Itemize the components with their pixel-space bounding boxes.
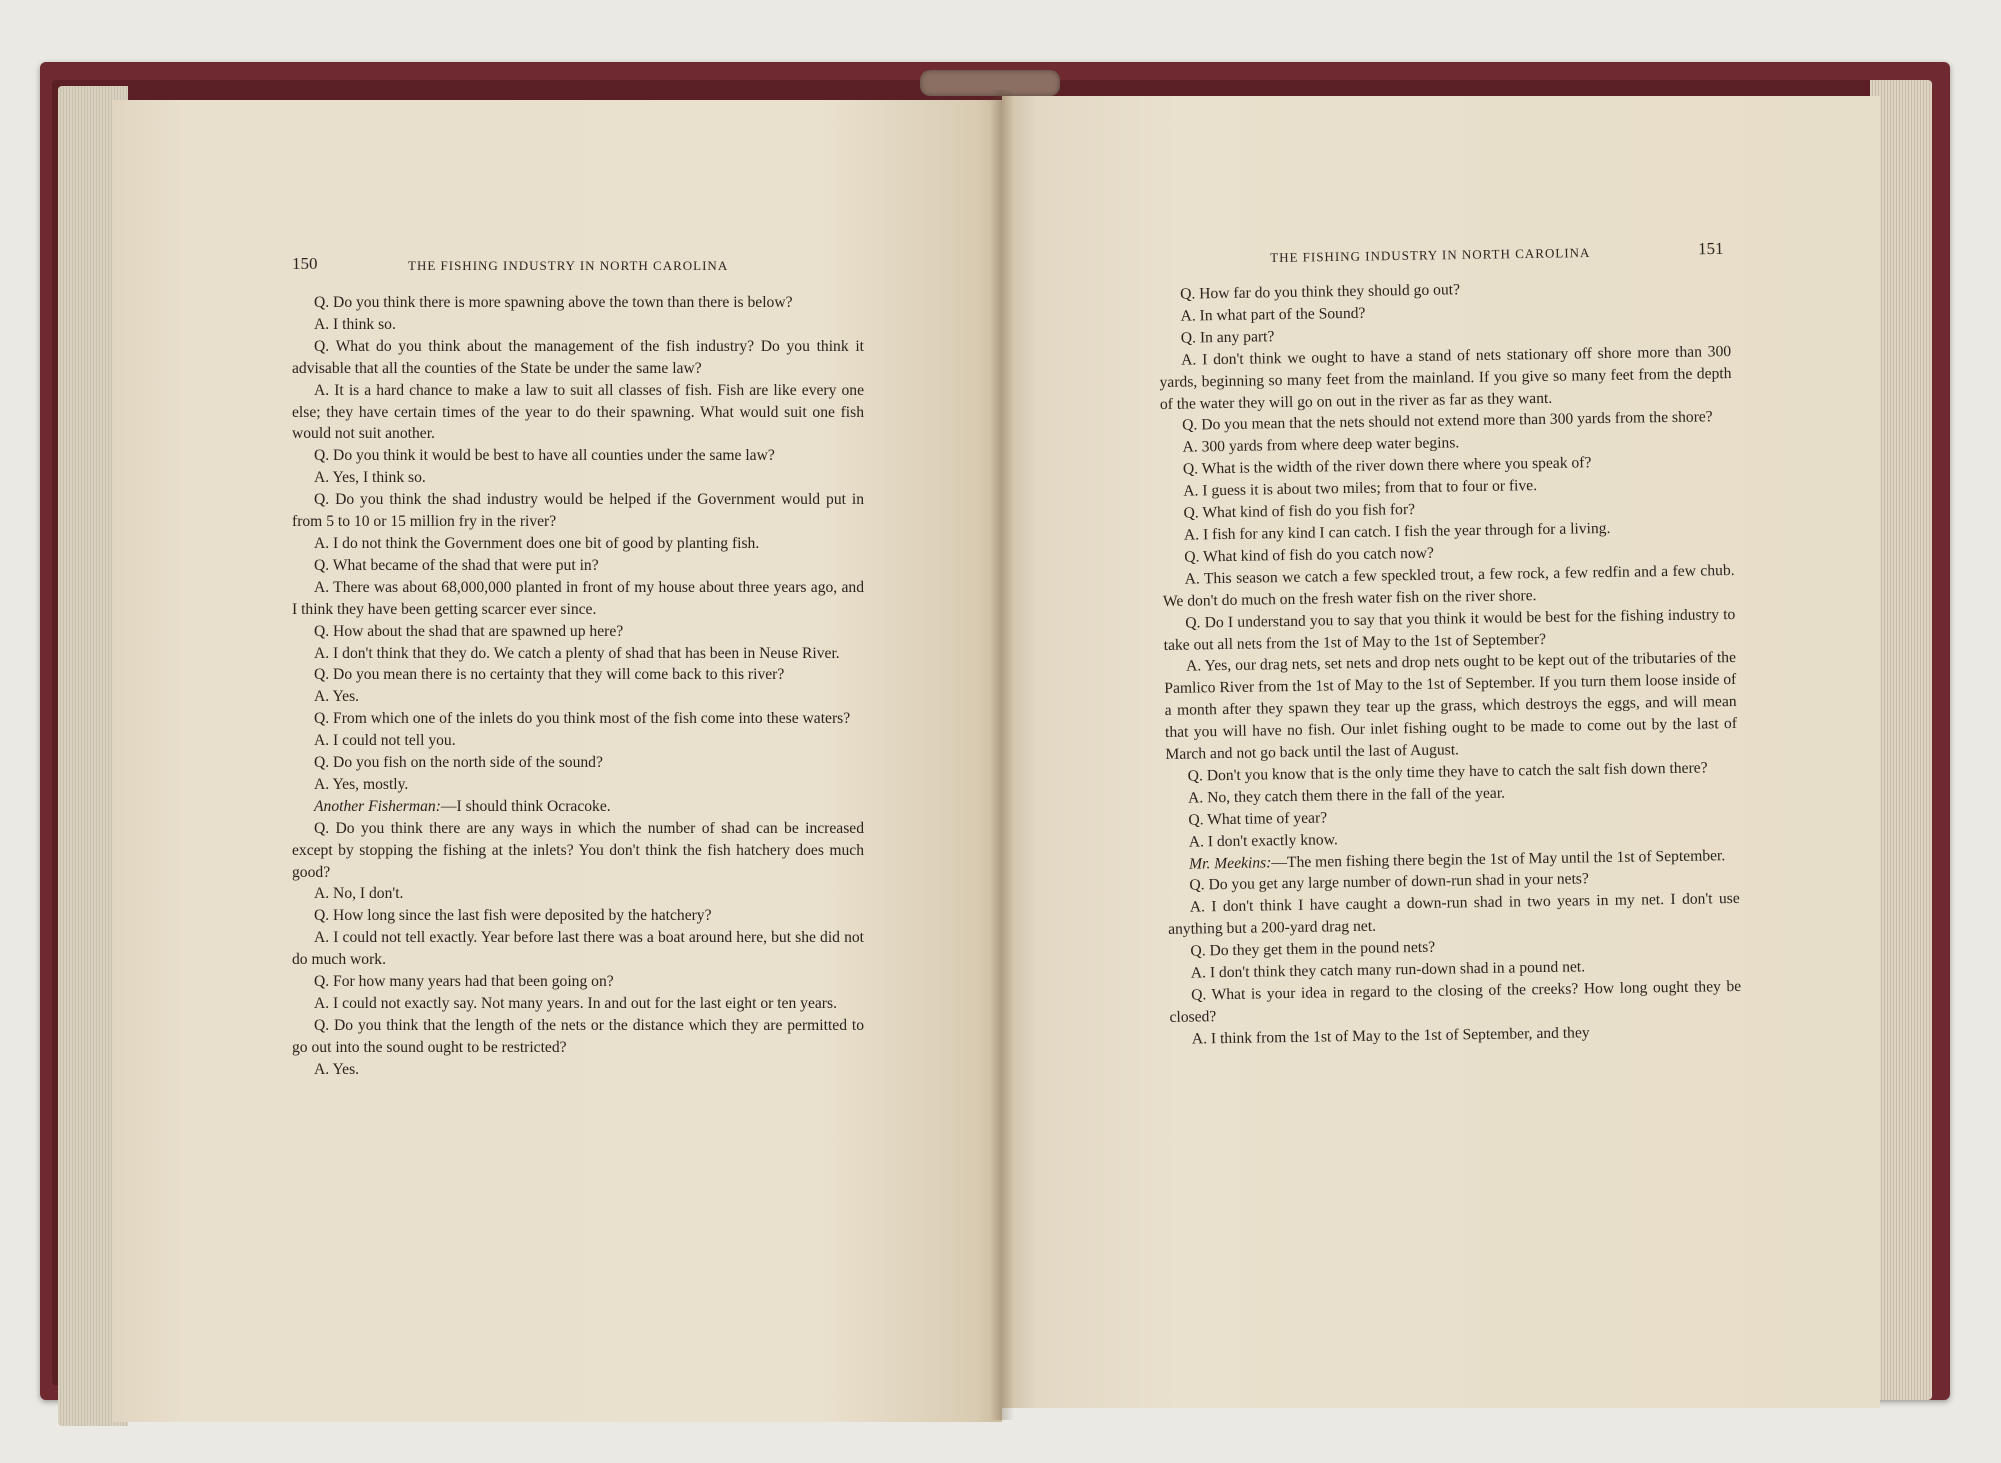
paragraph-text: Q. What time of year? [1188, 809, 1328, 829]
paragraph [292, 774, 864, 796]
paragraph [292, 336, 864, 380]
paragraph-text: Q. Do you fish on the north side of the sound? [314, 754, 603, 772]
paragraph-text: Q. Do I understand you to say that you think it would be best for the fishing industry to take out all nets from the 1st of May to the 1st of September? [1163, 605, 1736, 654]
paragraph [292, 708, 864, 730]
paragraph [292, 796, 864, 818]
paragraph [292, 730, 864, 752]
paragraph-text: —I should think Ocracoke. [440, 797, 611, 815]
paragraph-text: A. No, they catch them there in the fall of the year. [1187, 784, 1506, 807]
paragraph-text: Q. Do you think there are any ways in which the number of shad can be increased except by stopping the fishing at the inlets? You don't think the fish hatchery does much good? [292, 819, 864, 881]
paragraph-text: Q. For how many years had that been going on? [314, 973, 614, 991]
paragraph-text: Q. Do you mean that the nets should not extend more than 300 yards from the shore? [1182, 408, 1713, 435]
paragraph [292, 621, 864, 643]
paragraph-text: Q. What became of the shad that were put in? [314, 556, 599, 574]
paragraph-text: A. Yes, mostly. [314, 775, 409, 793]
paragraph [292, 643, 864, 665]
paragraph-text: Q. Do they get them in the pound nets? [1190, 938, 1436, 960]
right-running-head: THE FISHING INDUSTRY IN NORTH CAROLINA [1270, 244, 1591, 265]
paragraph [292, 818, 864, 884]
right-page-text [1158, 275, 1742, 1051]
paragraph-text: Q. From which one of the inlets do you think most of the fish come into these waters? [314, 710, 851, 728]
paragraph [292, 1015, 864, 1059]
paragraph-text: Q. What do you think about the management of the fish industry? Do you think it advisable that all the counties of the State be under the same law? [292, 337, 864, 377]
paragraph-text: A. Yes, I think so. [314, 469, 426, 487]
paragraph [292, 467, 864, 489]
paragraph [292, 664, 864, 686]
paragraph [292, 752, 864, 774]
paragraph-text: A. In what part of the Sound? [1180, 304, 1366, 325]
paragraph-text: Q. Do you think there is more spawning above the town than there is below? [314, 294, 793, 311]
paragraph-text: A. Yes. [314, 1060, 360, 1078]
paragraph-text: Q. How long since the last fish were deposited by the hatchery? [314, 907, 712, 925]
paragraph [292, 883, 864, 905]
paragraph [292, 686, 864, 708]
paragraph [292, 314, 864, 336]
paragraph-text: Q. Do you get any large number of down-run shad in your nets? [1189, 870, 1589, 895]
paragraph-text: A. I think so. [314, 315, 396, 333]
paragraph [292, 489, 864, 533]
paragraph-text: A. I fish for any kind I can catch. I fish the year through for a living. [1183, 519, 1611, 544]
paragraph-text: Q. What is the width of the river down there where you speak of? [1182, 454, 1592, 478]
paragraph-text: A. I don't think we ought to have a stand of nets stationary off shore more than 300 yards, beginning so many feet from the mainland. If you give so many feet from the depth of the water they will go on out in the river as far as they want. [1159, 342, 1732, 413]
paragraph [292, 993, 864, 1015]
paragraph [292, 380, 864, 446]
paragraph [292, 445, 864, 467]
right-page-number: 151 [1697, 238, 1724, 259]
paragraph [292, 533, 864, 555]
paragraph-text: Q. In any part? [1180, 327, 1275, 347]
paragraph-text: A. I guess it is about two miles; from that to four or five. [1183, 477, 1538, 500]
paragraph [292, 971, 864, 993]
left-page-number: 150 [292, 254, 318, 273]
paragraph-text: Q. How about the shad that are spawned up here? [314, 622, 624, 640]
left-page-text [292, 292, 864, 1081]
paragraph-text: A. I don't think I have caught a down-run shad in two years in my net. I don't use anything but a 200-yard drag net. [1168, 890, 1740, 939]
paragraph-text: Q. What kind of fish do you catch now? [1184, 544, 1434, 566]
paragraph-text: A. I think from the 1st of May to the 1st of September, and they [1191, 1024, 1590, 1048]
paragraph-text: A. I don't exactly know. [1188, 830, 1338, 851]
paragraph-text: A. This season we catch a few speckled trout, a few rock, a few redfin and a few chub. We don't do much on the fresh water fish on the river shore. [1162, 561, 1735, 610]
speaker-name: Mr. Meekins: [1188, 853, 1272, 873]
paragraph [292, 555, 864, 577]
paragraph-text: Q. What is your idea in regard to the closing of the creeks? How long ought they be closed? [1169, 977, 1742, 1026]
paragraph-text: —The men fishing there begin the 1st of May until the 1st of September. [1271, 846, 1726, 871]
paragraph [1164, 647, 1738, 766]
paragraph-text: Q. How far do you think they should go out? [1180, 281, 1461, 303]
paragraph-text: A. It is a hard chance to make a law to suit all classes of fish. Fish are like every one else; they have certain times of the year to do their spawning. What would suit one fish would not suit another. [292, 381, 864, 443]
paragraph [292, 1059, 864, 1081]
paragraph-text: A. There was about 68,000,000 planted in front of my house about three years ago, and I think they have been getting scarcer ever since. [292, 578, 864, 618]
paragraph-text: A. Yes. [314, 688, 360, 706]
paragraph [292, 577, 864, 621]
paragraph-text: A. I could not tell exactly. Year before last there was a boat around here, but she did not do much work. [292, 929, 864, 969]
paragraph-text: Q. What kind of fish do you fish for? [1183, 501, 1416, 522]
paragraph-text: A. I don't think that they do. We catch a plenty of shad that has been in Neuse River. [314, 644, 840, 662]
paragraph-text: Q. Do you think that the length of the nets or the distance which they are permitted to go out into the sound ought to be restricted? [292, 1016, 864, 1056]
paragraph-text: Q. Do you mean there is no certainty that they will come back to this river? [314, 666, 785, 684]
left-running-head: THE FISHING INDUSTRY IN NORTH CAROLINA [408, 258, 729, 273]
paragraph-text: Q. Don't you know that is the only time they have to catch the salt fish down there? [1187, 759, 1708, 785]
paragraph [1159, 341, 1732, 416]
paragraph-text: A. I do not think the Government does one bit of good by planting fish. [314, 534, 760, 552]
paragraph-text: Q. Do you think the shad industry would be helped if the Government would put in from 5 to 10 or 15 million fry in the river? [292, 491, 864, 531]
paragraph-text: A. Yes, our drag nets, set nets and drop nets ought to be kept out of the tributaries of the Pamlico River from the 1st of May to the 1st of September. If you turn them loose inside of a month after they spawn they tear up the grass, which destroys the eggs, and will mean that you will have no fish. Our inlet fishing ought to be made to come out by the last of March and not go back until the last of August. [1164, 649, 1738, 763]
gutter-shadow [990, 90, 1014, 1420]
paragraph [292, 905, 864, 927]
paragraph-text: A. I could not tell you. [314, 732, 456, 750]
paragraph-text: A. No, I don't. [314, 885, 404, 903]
paragraph-text: A. I don't think they catch many run-down shad in a pound net. [1190, 958, 1586, 982]
paragraph-text: A. 300 yards from where deep water begins. [1182, 434, 1460, 456]
paragraph-text: A. I could not exactly say. Not many years. In and out for the last eight or ten years. [314, 995, 837, 1012]
paragraph-text: Q. Do you think it would be best to have all counties under the same law? [314, 447, 775, 465]
paragraph [292, 292, 864, 314]
speaker-name: Another Fisherman: [314, 797, 441, 815]
paragraph [292, 927, 864, 971]
